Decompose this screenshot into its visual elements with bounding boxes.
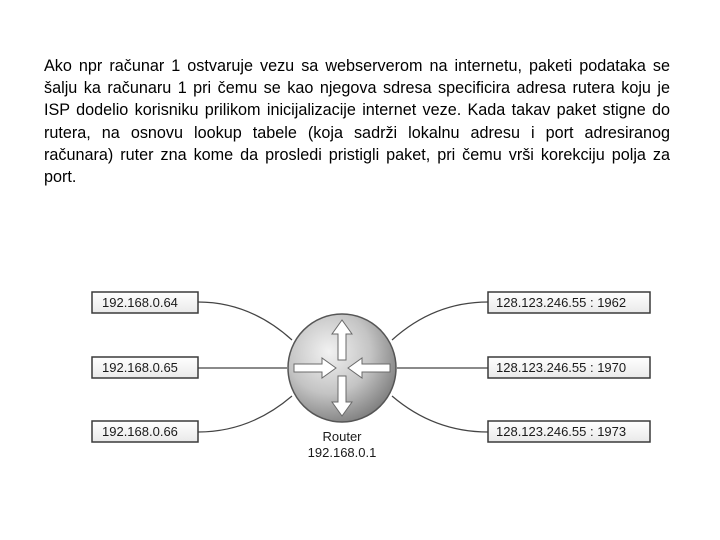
- local-address-3: 192.168.0.66: [102, 424, 178, 439]
- public-address-box-2: [488, 357, 650, 378]
- router-icon: [288, 314, 396, 422]
- local-address-box-2: [92, 357, 198, 378]
- left-connection-lines: [198, 302, 292, 432]
- public-address-box-1: [488, 292, 650, 313]
- description-paragraph: Ako npr računar 1 ostvaruje vezu sa webserverom na internetu, paketi podataka se šalju ka računaru 1 pri čemu se kao njegova sdresa specificira adresa rutera koju je ISP dodelio korisniku prilikom inicijalizacije internet veze. Kada takav paket stigne do rutera, na osnovu lookup tabele (koja sadrži lokalnu adresu i port adresiranog računara) ruter zna kome da prosledi pristigli paket, pri čemu vrši korekciju polja za port.: [44, 57, 670, 187]
- local-address-box-3: [92, 421, 198, 442]
- public-address-2: 128.123.246.55 : 1970: [496, 360, 627, 375]
- right-connection-lines: [392, 302, 488, 432]
- public-address-3: 128.123.246.55 : 1973: [496, 424, 627, 439]
- line-right-3: [392, 396, 488, 432]
- local-address-box-1: [92, 292, 198, 313]
- line-right-1: [392, 302, 488, 340]
- line-left-1: [198, 302, 292, 340]
- public-address-1: 128.123.246.55 : 1962: [496, 295, 627, 310]
- router-name: Router: [322, 429, 362, 444]
- public-address-box-3: [488, 421, 650, 442]
- local-address-1: 192.168.0.64: [102, 295, 178, 310]
- line-left-3: [198, 396, 292, 432]
- router-address: 192.168.0.1: [307, 445, 377, 460]
- local-address-2: 192.168.0.65: [102, 360, 178, 375]
